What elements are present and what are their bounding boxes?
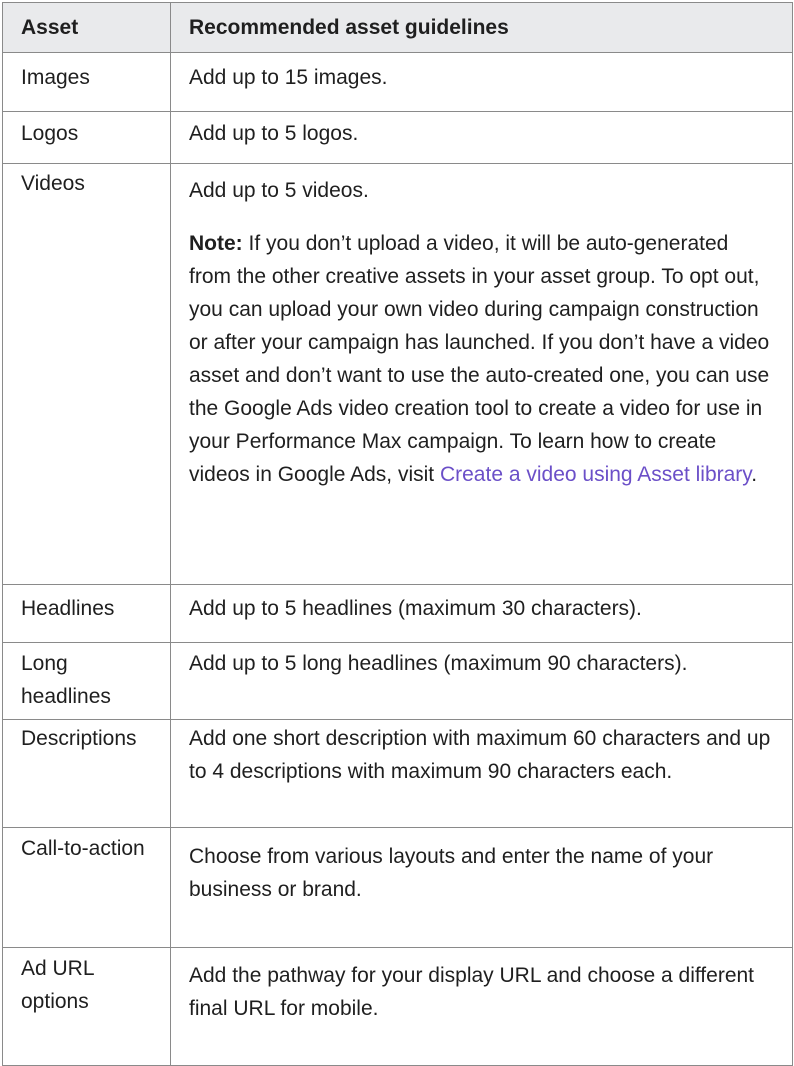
table-row-headlines — [3, 585, 793, 643]
table-row-descriptions — [3, 720, 793, 828]
asset-name: Long headlines — [3, 643, 171, 720]
asset-guideline: Add up to 5 logos. — [171, 112, 793, 164]
header-guidelines: Recommended asset guidelines — [171, 3, 793, 53]
table-row-videos — [3, 164, 793, 585]
table-row-ad-url-options — [3, 948, 793, 1066]
note-label: Note: — [189, 232, 243, 255]
table-row-images — [3, 53, 793, 112]
asset-name: Headlines — [3, 585, 171, 643]
videos-note — [189, 227, 772, 491]
asset-name: Ad URL options — [3, 948, 171, 1066]
videos-guideline-text: Add up to 5 videos. — [189, 179, 369, 202]
asset-name: Videos — [3, 164, 171, 585]
create-video-link[interactable]: Create a video using Asset library — [439, 463, 752, 486]
table-header-row — [3, 3, 793, 53]
asset-guidelines-table — [2, 2, 793, 1066]
table-row-call-to-action — [3, 828, 793, 948]
asset-name: Images — [3, 53, 171, 112]
table-row-logos — [3, 112, 793, 164]
asset-guideline: Add up to 15 images. — [171, 53, 793, 112]
asset-name: Call-to-action — [3, 828, 171, 948]
table-row-long-headlines — [3, 643, 793, 720]
note-end: . — [751, 463, 758, 486]
asset-guideline: Choose from various layouts and enter the name of your business or brand. — [171, 828, 793, 948]
asset-name: Logos — [3, 112, 171, 164]
note-text: If you don’t upload a video, it will be auto-generated from the other creative assets in your asset group. To opt out, you can upload your own video during campaign construction or after your campaign has launched. If you don’t have a video asset and don’t want to use the auto-created one, you can use the Google Ads video creation tool to create a video for use in your Performance Max campaign. To learn how to create videos in Google Ads, visit — [189, 232, 770, 486]
header-asset: Asset — [3, 3, 171, 53]
asset-guideline — [171, 164, 793, 585]
asset-guideline: Add the pathway for your display URL and choose a different final URL for mobile. — [171, 948, 793, 1066]
asset-name: Descriptions — [3, 720, 171, 828]
asset-guideline: Add one short description with maximum 60 characters and up to 4 descriptions with maximum 90 characters each. — [171, 720, 793, 828]
asset-guideline: Add up to 5 long headlines (maximum 90 characters). — [171, 643, 793, 720]
asset-guideline: Add up to 5 headlines (maximum 30 characters). — [171, 585, 793, 643]
